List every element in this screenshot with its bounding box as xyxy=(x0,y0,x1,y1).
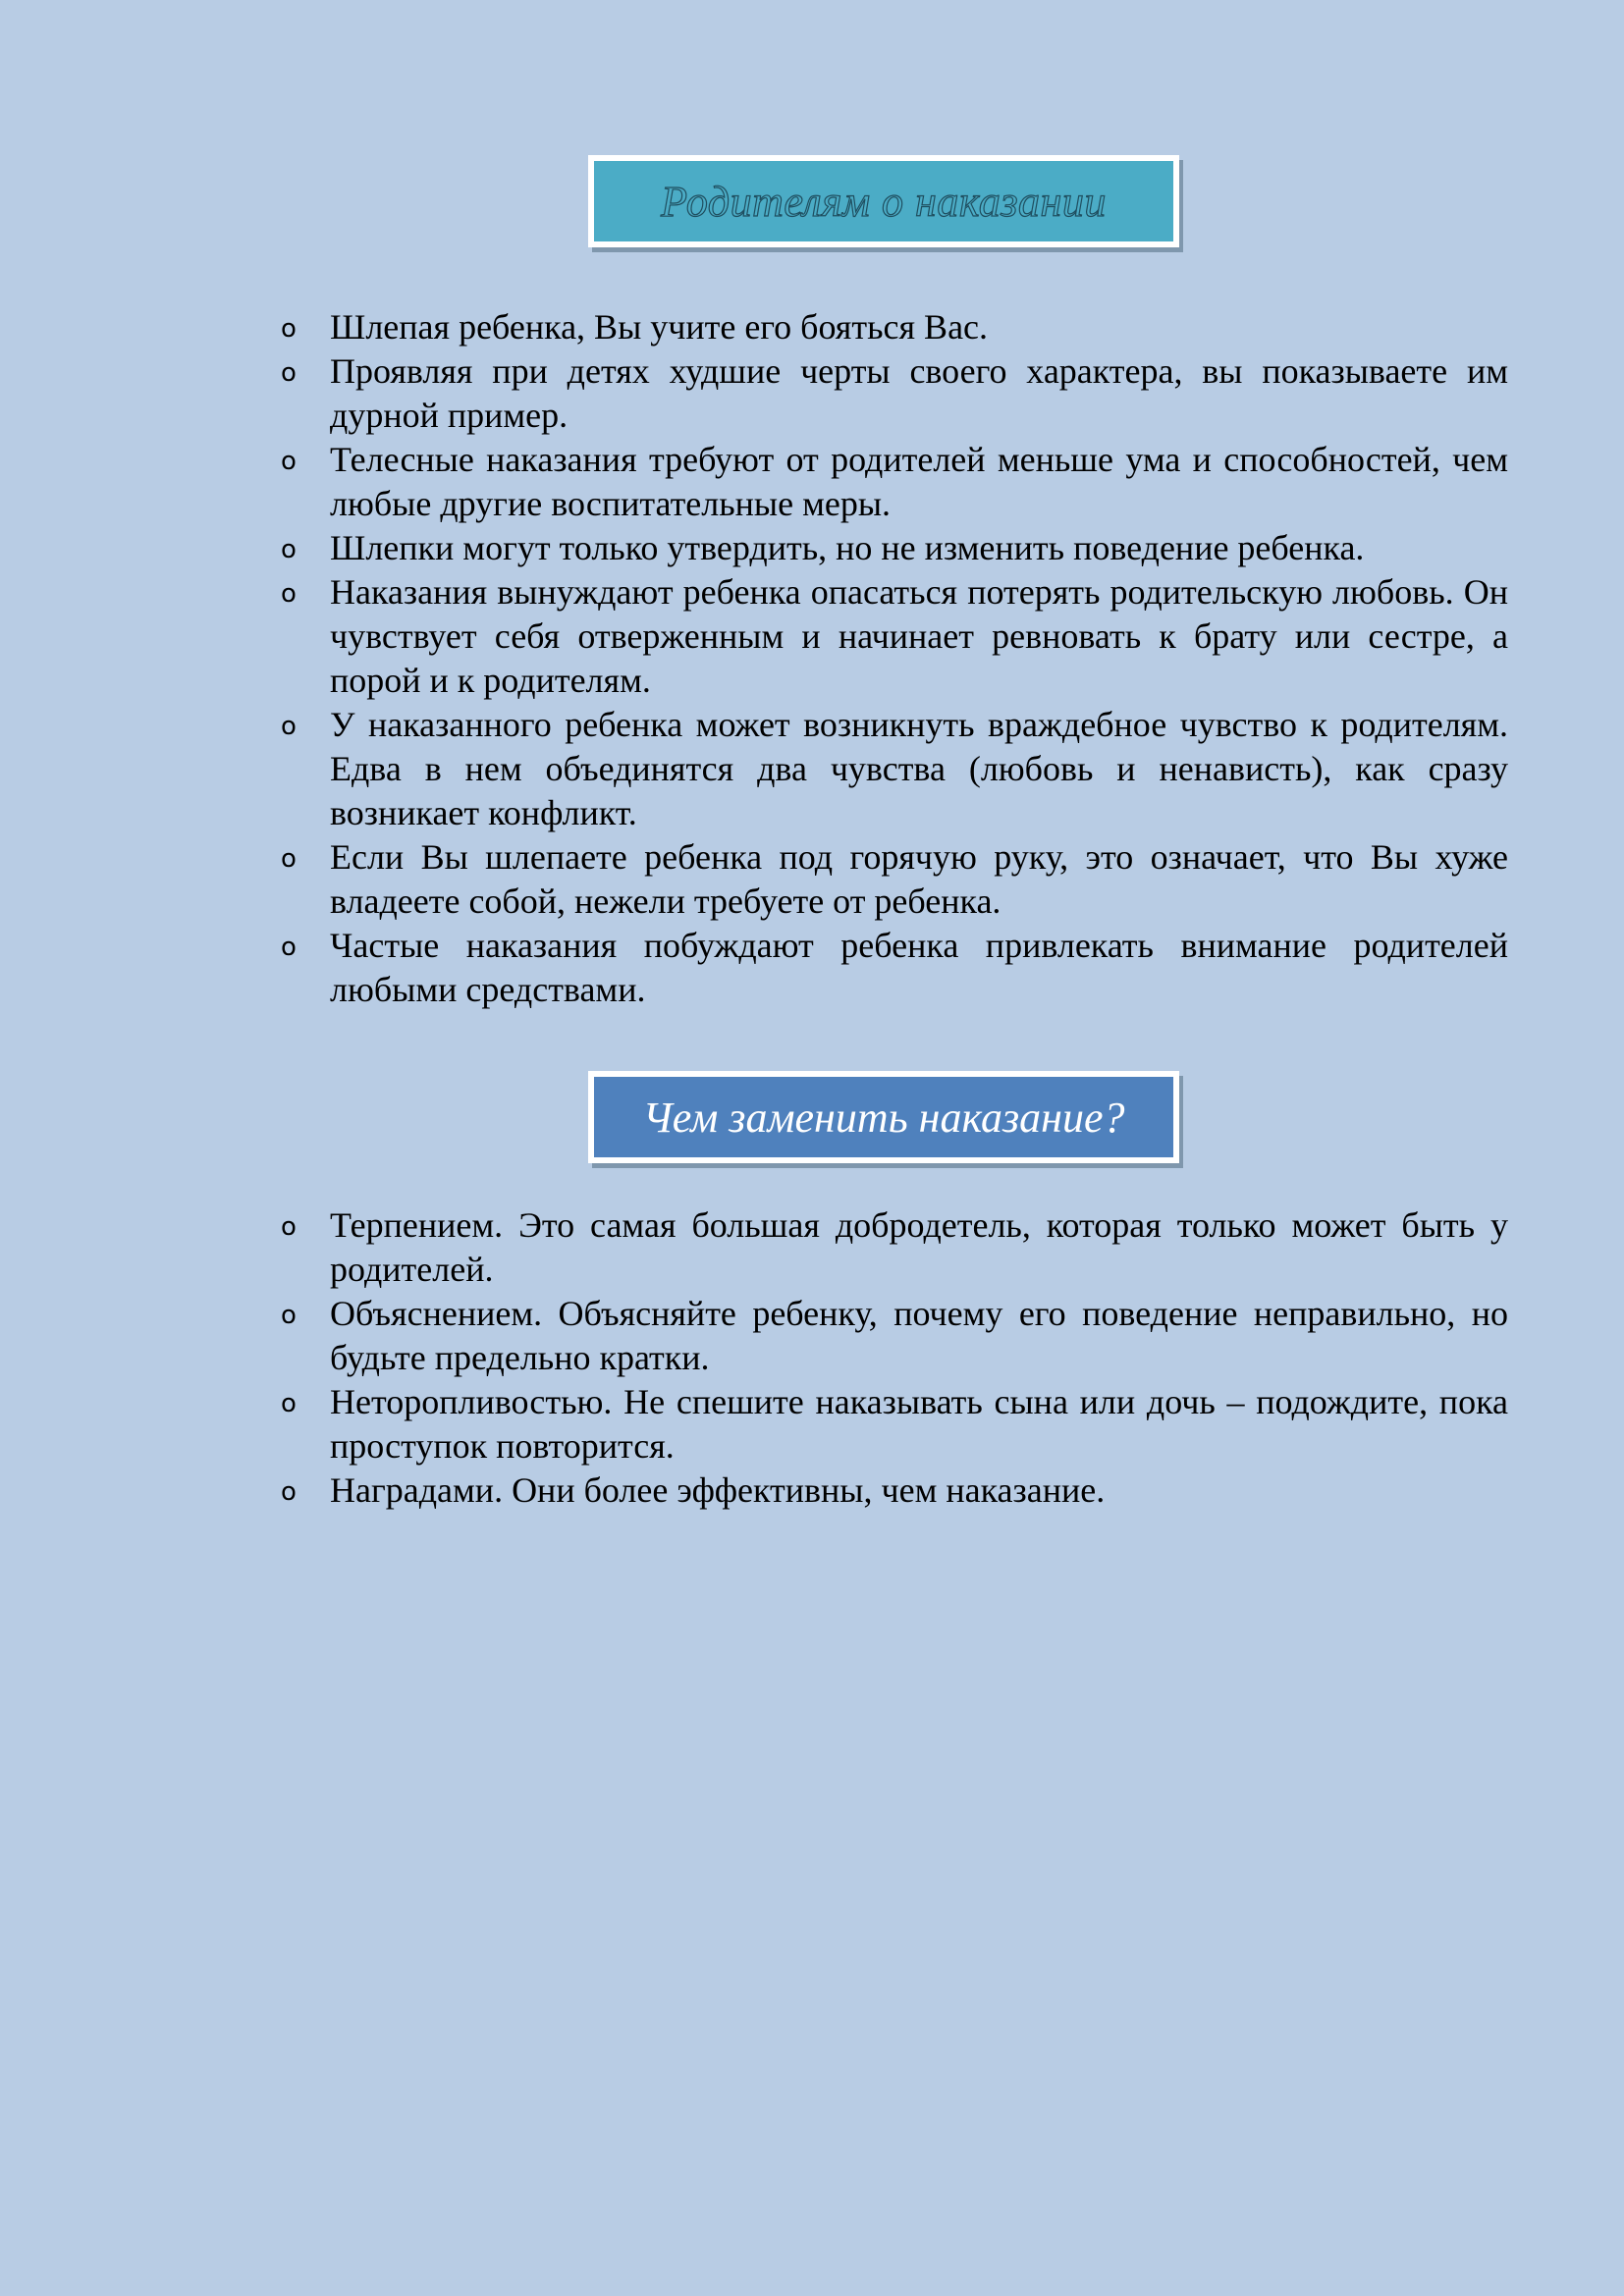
list-item: o Проявляя при детях худшие черты своего характера, вы показываете им дурной пример. xyxy=(281,351,1508,435)
list-item: o Частые наказания побуждают ребенка привлекать внимание родителей любыми средствами. xyxy=(281,926,1508,1009)
section-heading-punishment xyxy=(588,155,1179,247)
bullet-icon: o xyxy=(281,1389,297,1418)
alternatives-list xyxy=(279,1203,1508,1513)
section-heading-text: Чем заменить наказание? xyxy=(642,1093,1125,1142)
list-item: o Шлепая ребенка, Вы учите его бояться Вас. xyxy=(279,305,1508,349)
bullet-icon: o xyxy=(281,579,297,609)
bullet-icon: o xyxy=(281,535,297,564)
list-item: o У наказанного ребенка может возникнуть враждебное чувство к родителям. Едва в нем объединятся два чувства (любовь и ненависть), как сразу возникает конфликт. xyxy=(281,705,1508,832)
list-item: o Телесные наказания требуют от родителей меньше ума и способностей, чем любые другие воспитательные меры. xyxy=(281,440,1508,523)
bullet-icon: o xyxy=(281,1301,297,1330)
punishment-facts-list xyxy=(279,305,1508,1012)
bullet-icon: o xyxy=(281,314,297,344)
bullet-icon: o xyxy=(281,712,297,741)
list-item: o Неторопливостью. Не спешите наказывать сына или дочь – подождите, пока проступок повторится. xyxy=(281,1382,1508,1466)
bullet-icon: o xyxy=(281,1477,297,1507)
bullet-icon: o xyxy=(281,1212,297,1242)
list-item: o Наградами. Они более эффективны, чем наказание. xyxy=(279,1468,1508,1513)
bullet-icon: o xyxy=(281,358,297,388)
section-heading-alternatives xyxy=(588,1071,1179,1163)
bullet-icon: o xyxy=(281,844,297,874)
list-item: o Наказания вынуждают ребенка опасаться потерять родительскую любовь. Он чувствует себя отверженным и начинает ревновать к брату или сестре, а порой и к родителям. xyxy=(281,572,1508,700)
section-heading-text: Родителям о наказании xyxy=(661,177,1107,226)
list-item: o Если Вы шлепаете ребенка под горячую руку, это означает, что Вы хуже владеете собой, нежели требуете от ребенка. xyxy=(281,837,1508,921)
list-item: o Объяснением. Объясняйте ребенку, почему его поведение неправильно, но будьте предельно кратки. xyxy=(281,1294,1508,1377)
bullet-icon: o xyxy=(281,447,297,476)
list-item: o Терпением. Это самая большая добродетель, которая только может быть у родителей. xyxy=(281,1205,1508,1289)
list-item: o Шлепки могут только утвердить, но не изменить поведение ребенка. xyxy=(279,526,1508,570)
bullet-icon: o xyxy=(281,933,297,962)
